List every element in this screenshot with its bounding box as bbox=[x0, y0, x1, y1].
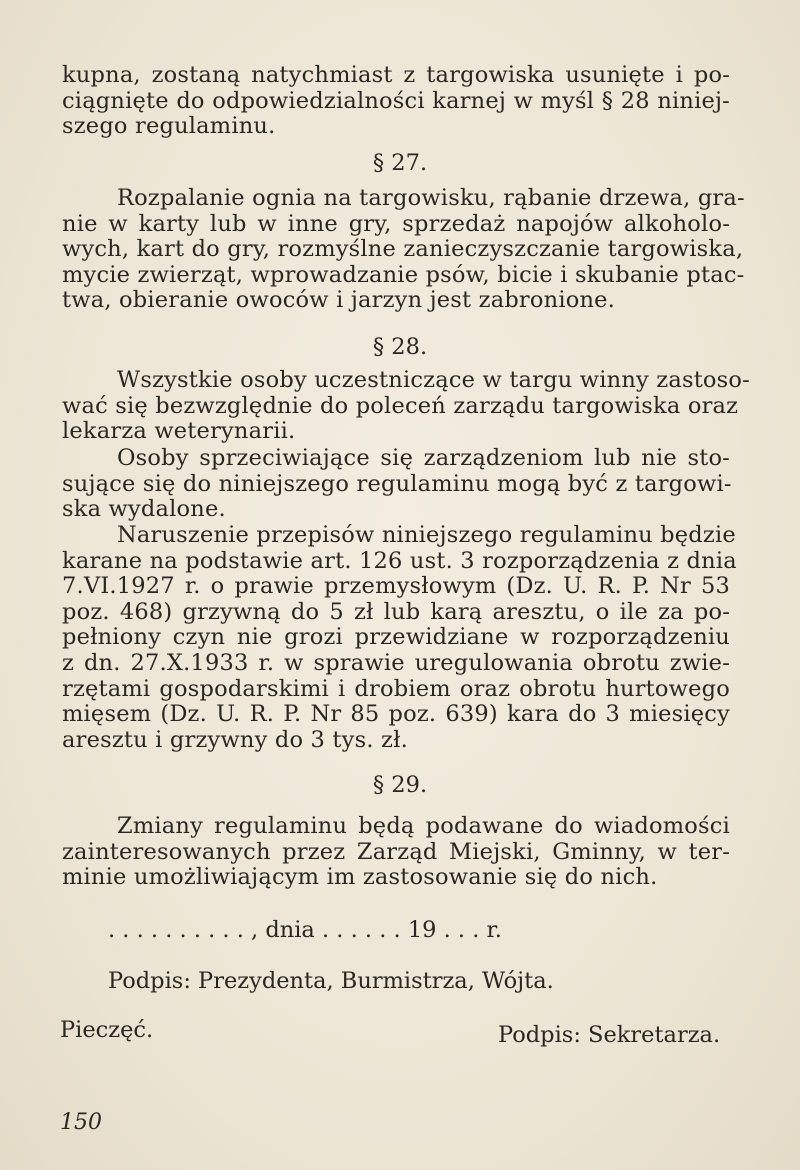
section-heading-27: § 27. bbox=[372, 150, 428, 176]
text-line: poz. 468) grzywną do 5 zł lub karą aresztu, o ile za po- bbox=[62, 598, 730, 625]
text-line: Wszystkie osoby uczestniczące w targu winny zastoso- bbox=[117, 367, 750, 393]
date-line: . . . . . . . . . . , dnia . . . . . . 19 . . . r. bbox=[108, 917, 502, 943]
text-line: ciągnięte do odpowiedzialności karnej w myśl § 28 niniej- bbox=[62, 87, 730, 114]
section-28-paragraph-3 bbox=[62, 522, 737, 753]
mayor-signature-label: Podpis: Prezydenta, Burmistrza, Wójta. bbox=[108, 968, 554, 994]
section-heading-29: § 29. bbox=[372, 772, 428, 798]
text-line: kupna, zostaną natychmiast z targowiska usunięte i po- bbox=[62, 62, 730, 88]
section-29-paragraph bbox=[62, 814, 730, 891]
section-heading-28: § 28. bbox=[372, 334, 428, 360]
section-28-paragraph-2 bbox=[62, 446, 730, 523]
text-line: karane na podstawie art. 126 ust. 3 rozporządzenia z dnia bbox=[62, 547, 737, 574]
text-line: Rozpalanie ognia na targowisku, rąbanie drzewa, gra- bbox=[117, 185, 745, 211]
text-line: Naruszenie przepisów niniejszego regulaminu będzie bbox=[117, 522, 736, 548]
section-28-paragraph-1 bbox=[62, 367, 750, 445]
text-line: zainteresowanych przez Zarząd Miejski, Gminny, w ter- bbox=[62, 838, 730, 865]
seal-label: Pieczęć. bbox=[60, 1017, 154, 1043]
text-line: aresztu i grzywny do 3 tys. zł. bbox=[62, 726, 408, 753]
text-line: wać się bezwzględnie do poleceń zarządu targowiska oraz bbox=[62, 392, 739, 419]
text-line: szego regulaminu. bbox=[62, 113, 276, 140]
text-line: 7.VI.1927 r. o prawie przemysłowym (Dz. U. R. P. Nr 53 bbox=[62, 573, 730, 600]
text-line: Zmiany regulaminu będą podawane do wiadomości bbox=[117, 813, 730, 839]
text-line: wych, kart do gry, rozmyślne zanieczyszczanie targowiska, bbox=[62, 236, 744, 263]
text-line: nie w karty lub w inne gry, sprzedaż napojów alkoholo- bbox=[62, 210, 730, 237]
text-line: pełniony czyn nie grozi przewidziane w rozporządzeniu bbox=[62, 624, 730, 651]
text-line: sujące się do niniejszego regulaminu mogą być z targowi- bbox=[62, 470, 732, 497]
section-27-paragraph bbox=[62, 185, 745, 314]
text-line: rzętami gospodarskimi i drobiem oraz obrotu hurtowego bbox=[62, 675, 730, 702]
text-line: mycie zwierząt, wprowadzanie psów, bicie i skubanie ptac- bbox=[62, 261, 745, 288]
text-line: minie umożliwiającym im zastosowanie się do nich. bbox=[62, 864, 658, 891]
text-line: twa, obieranie owoców i jarzyn jest zabronione. bbox=[62, 287, 616, 314]
text-line: z dn. 27.X.1933 r. w sprawie uregulowania obrotu zwie- bbox=[62, 649, 730, 676]
page-number: 150 bbox=[60, 1110, 102, 1135]
text-line: ska wydalone. bbox=[62, 496, 226, 523]
text-line: mięsem (Dz. U. R. P. Nr 85 poz. 639) kara do 3 miesięcy bbox=[62, 701, 730, 728]
secretary-signature-label: Podpis: Sekretarza. bbox=[498, 1022, 721, 1048]
text-line: Osoby sprzeciwiające się zarządzeniom lub nie sto- bbox=[117, 445, 730, 471]
text-line: lekarza weterynarii. bbox=[62, 418, 296, 445]
intro-paragraph bbox=[62, 63, 730, 140]
